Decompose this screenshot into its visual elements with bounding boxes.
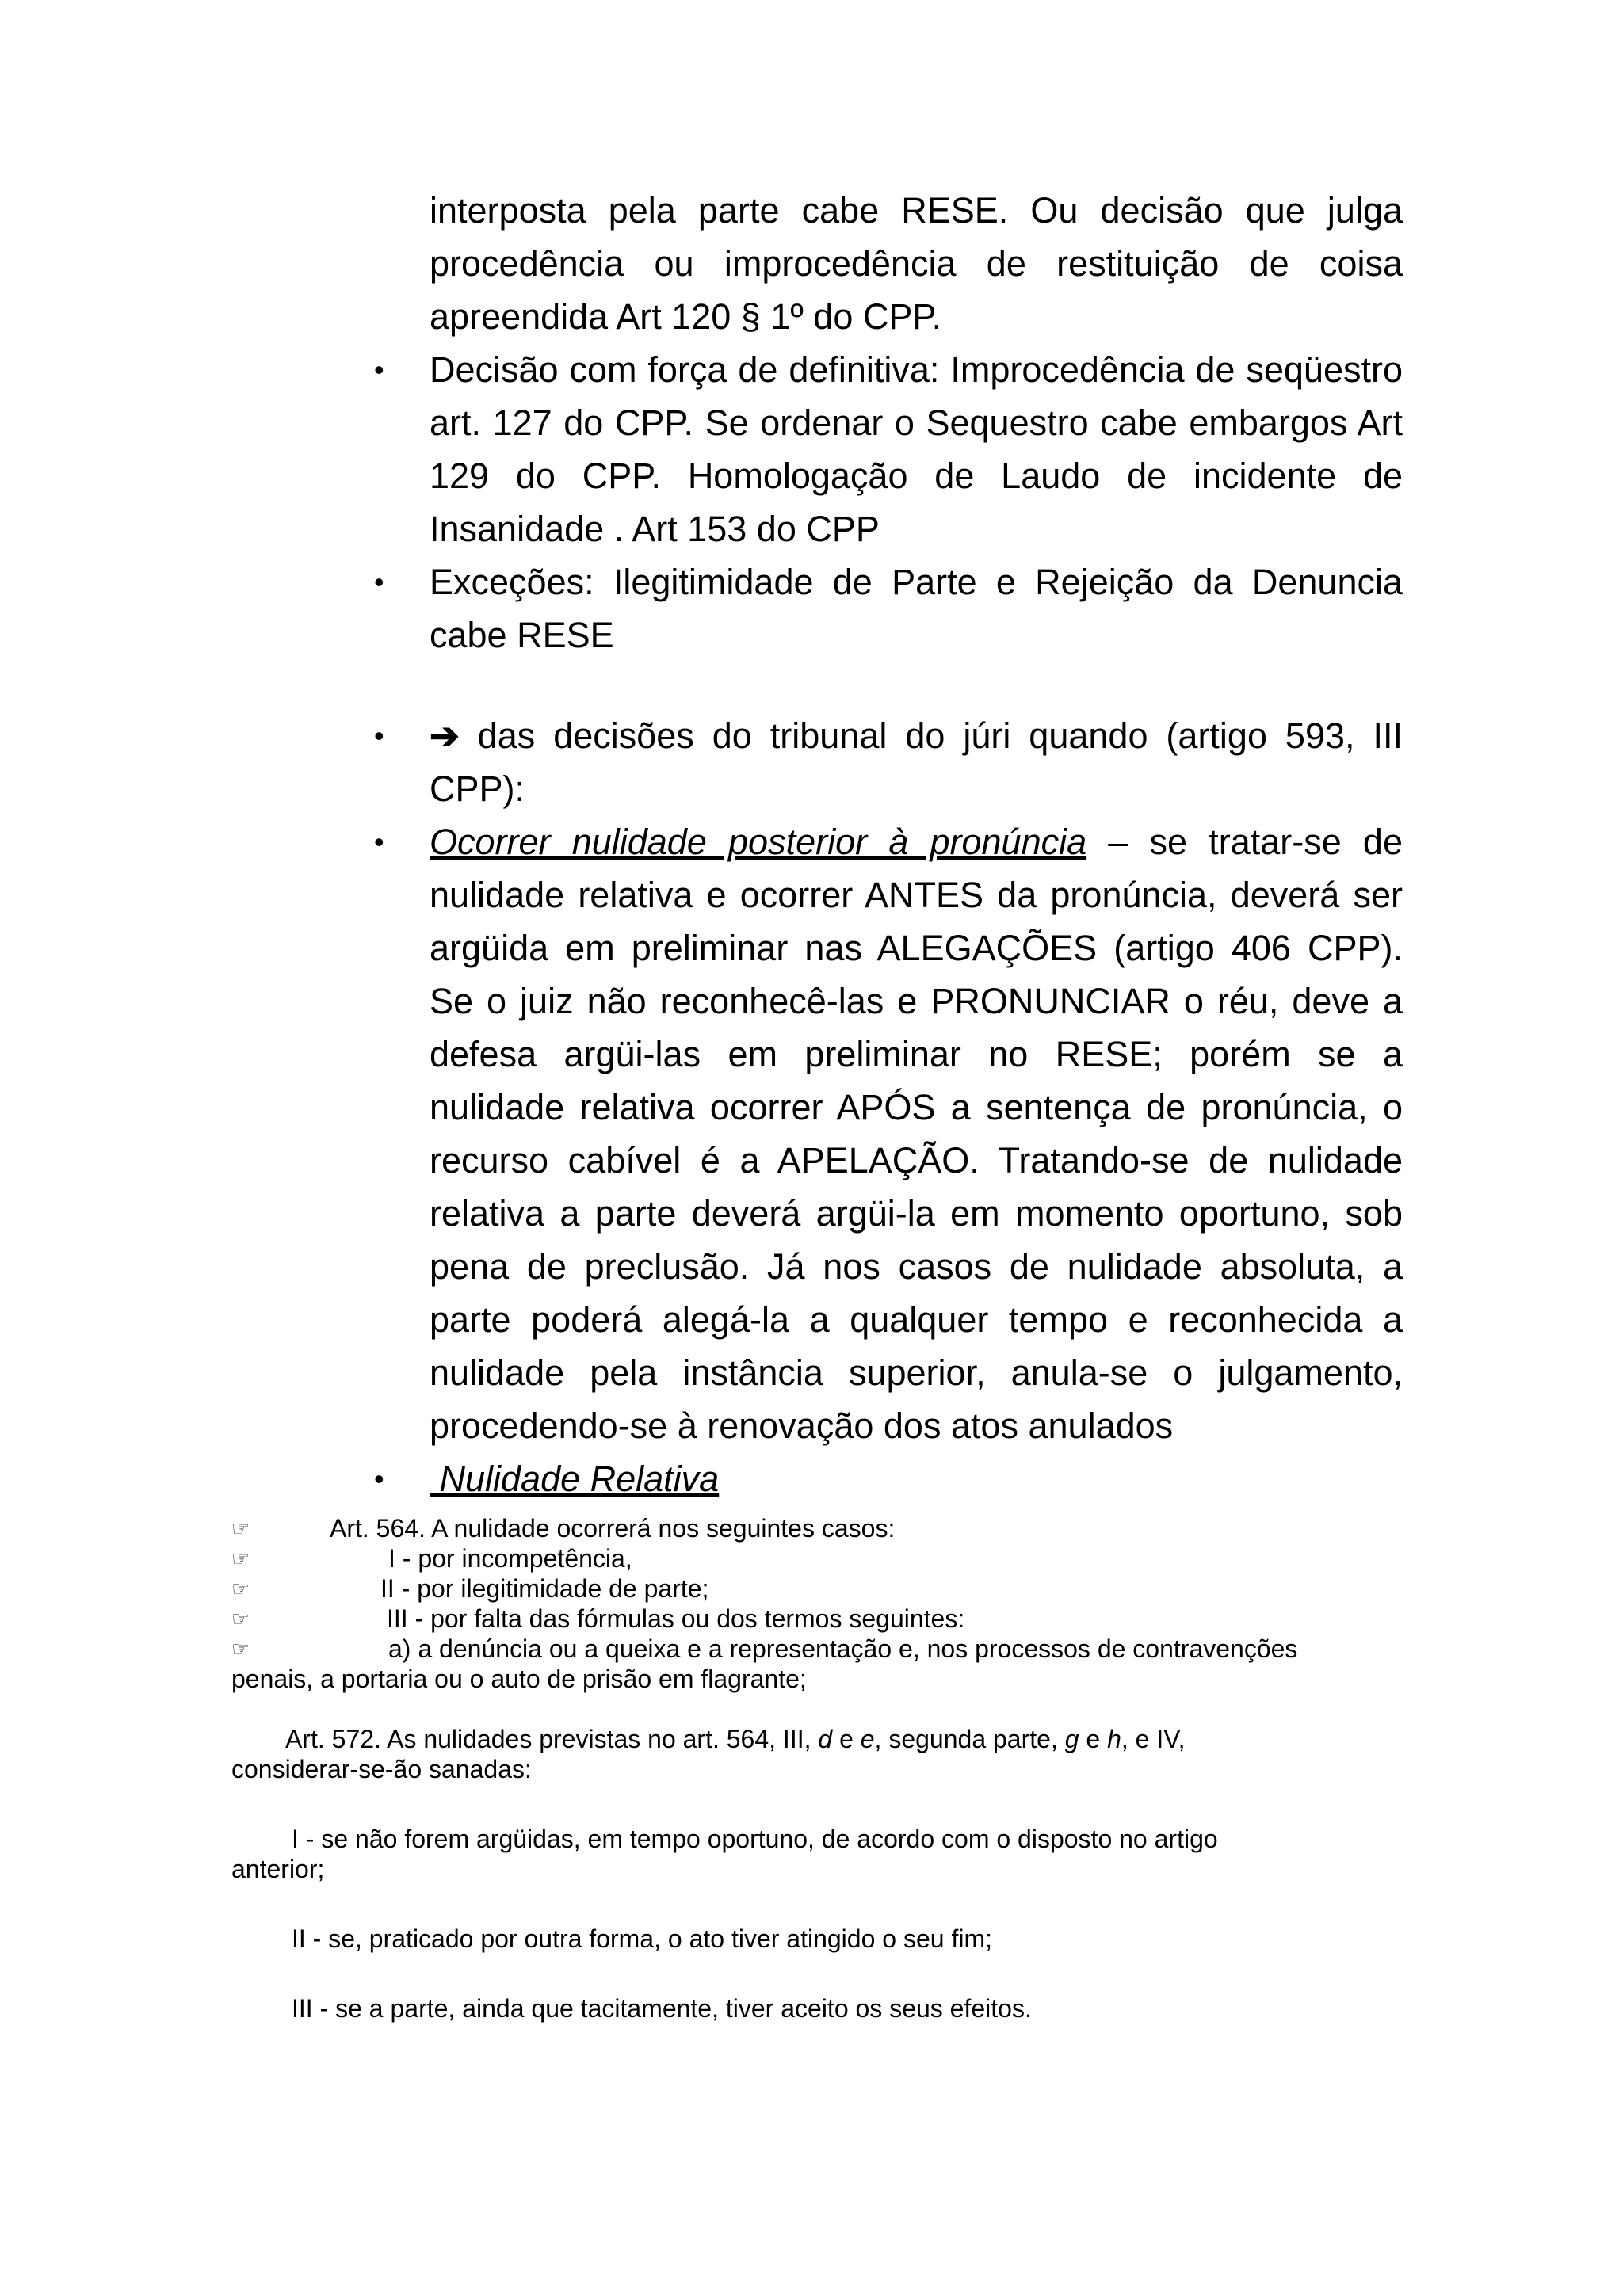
bullet-icon: •: [374, 353, 384, 386]
law-excerpts: [0, 1513, 1623, 2023]
art572-item-iii: [0, 1993, 1623, 2023]
art572-letter-g: g: [1064, 1725, 1079, 1753]
art564-item-iii: III - por falta das fórmulas ou dos termos seguintes:: [387, 1604, 965, 1633]
art564-item-a-continuation: [0, 1664, 1623, 1694]
art572-text: , e IV,: [1121, 1725, 1186, 1753]
pointing-hand-icon: ☞: [231, 1516, 250, 1540]
art572-letter-d: d: [818, 1725, 833, 1753]
art564-title: Art. 564. A nulidade ocorrerá nos seguintes casos:: [330, 1514, 896, 1543]
art572-continuation: considerar-se-ão sanadas:: [231, 1755, 532, 1783]
paragraph-text: Decisão com força de definitiva: Improcedência de seqüestro art. 127 do CPP. Se ordenar o Sequestro cabe embargos Art 129 do CPP. Homologação de Laudo de incidente de Insanidade . Art 153 do CPP: [430, 349, 1403, 549]
paragraph-text: das decisões do tribunal do júri quando (artigo 593, III CPP):: [430, 715, 1403, 809]
bullet-icon: •: [374, 826, 384, 858]
art572-text: , segunda parte,: [874, 1725, 1065, 1753]
bullet-icon: •: [374, 1463, 384, 1495]
conjunction: e: [1079, 1725, 1108, 1753]
bullet-paragraph-juri: [374, 709, 1403, 815]
spacer: [0, 1954, 1623, 1993]
bullet-paragraph-nulidade-relativa: [374, 1452, 1403, 1505]
art564-title-row: [0, 1513, 1623, 1543]
art564-item-iii-row: [0, 1604, 1623, 1634]
art572-item-i-text: I - se não forem argüidas, em tempo oportuno, de acordo com o disposto no artigo: [292, 1825, 1218, 1853]
art572-letter-e: e: [860, 1725, 875, 1753]
continuation-text: penais, a portaria ou o auto de prisão em flagrante;: [231, 1665, 807, 1693]
section-heading: Nulidade Relativa: [430, 1459, 720, 1499]
pointing-hand-icon: ☞: [231, 1637, 250, 1661]
art572-letter-h: h: [1107, 1725, 1121, 1753]
art564-item-i: I - por incompetência,: [388, 1544, 632, 1573]
art572-title: [0, 1724, 1623, 1784]
spacer: [0, 1694, 1623, 1724]
emphasized-heading: Ocorrer nulidade posterior à pronúncia: [430, 822, 1087, 862]
art572-item-ii-text: II - se, praticado por outra forma, o ato tiver atingido o seu fim;: [292, 1924, 992, 1953]
bullet-paragraph-nulidade: [374, 815, 1403, 1452]
art564-item-i-row: [0, 1543, 1623, 1573]
spacer: [0, 1784, 1623, 1824]
art572-text: Art. 572. As nulidades previstas no art. 564, III,: [285, 1725, 819, 1753]
paragraph-text: – se tratar-se de nulidade relativa e ocorrer ANTES da pronúncia, deverá ser argüida em preliminar nas ALEGAÇÕES (artigo 406 CPP). Se o juiz não reconhecê-las e PRONUNCIAR o réu, deve a defesa argüi-las em preliminar no RESE; porém se a nulidade relativa ocorrer APÓS a sentença de pronúncia, o recurso cabível é a APELAÇÃO. Tratando-se de nulidade relativa a parte deverá argüi-la em momento oportuno, sob pena de preclusão. Já nos casos de nulidade absoluta, a parte poderá alegá-la a qualquer tempo e reconhecida a nulidade pela instância superior, anula-se o julgamento, procedendo-se à renovação dos atos anulados: [430, 822, 1403, 1446]
conjunction: e: [832, 1725, 861, 1753]
bullet-paragraph-excecoes: [374, 555, 1403, 662]
pointing-hand-icon: ☞: [231, 1577, 250, 1600]
paragraph-text: interposta pela parte cabe RESE. Ou decisão que julga procedência ou improcedência de restituição de coisa apreendida Art 120 § 1º do CPP.: [430, 190, 1403, 337]
bulleted-body: [374, 184, 1403, 1505]
paragraph-text: Exceções: Ilegitimidade de Parte e Rejeição da Denuncia cabe RESE: [430, 562, 1403, 655]
art572-item-iii-text: III - se a parte, ainda que tacitamente, tiver aceito os seus efeitos.: [292, 1994, 1032, 2023]
pointing-hand-icon: ☞: [231, 1607, 250, 1630]
arrow-right-icon: ➔: [430, 715, 460, 756]
spacer: [0, 1884, 1623, 1924]
art572-item-i: [0, 1824, 1623, 1884]
bullet-paragraph-decisao: [374, 343, 1403, 555]
spacer: [379, 662, 1403, 709]
art564-item-a: a) a denúncia ou a queixa e a representação e, nos processos de contravenções: [388, 1634, 1298, 1663]
pointing-hand-icon: ☞: [231, 1547, 250, 1570]
art564-item-ii: II - por ilegitimidade de parte;: [380, 1574, 709, 1603]
art564-item-a-row: [0, 1634, 1623, 1664]
art572-item-ii: [0, 1924, 1623, 1954]
bullet-icon: •: [374, 719, 384, 752]
art572-item-i-continuation: anterior;: [231, 1855, 325, 1883]
art564-item-ii-row: [0, 1573, 1623, 1604]
bullet-icon: •: [374, 566, 384, 598]
paragraph-continuation: [379, 184, 1403, 343]
